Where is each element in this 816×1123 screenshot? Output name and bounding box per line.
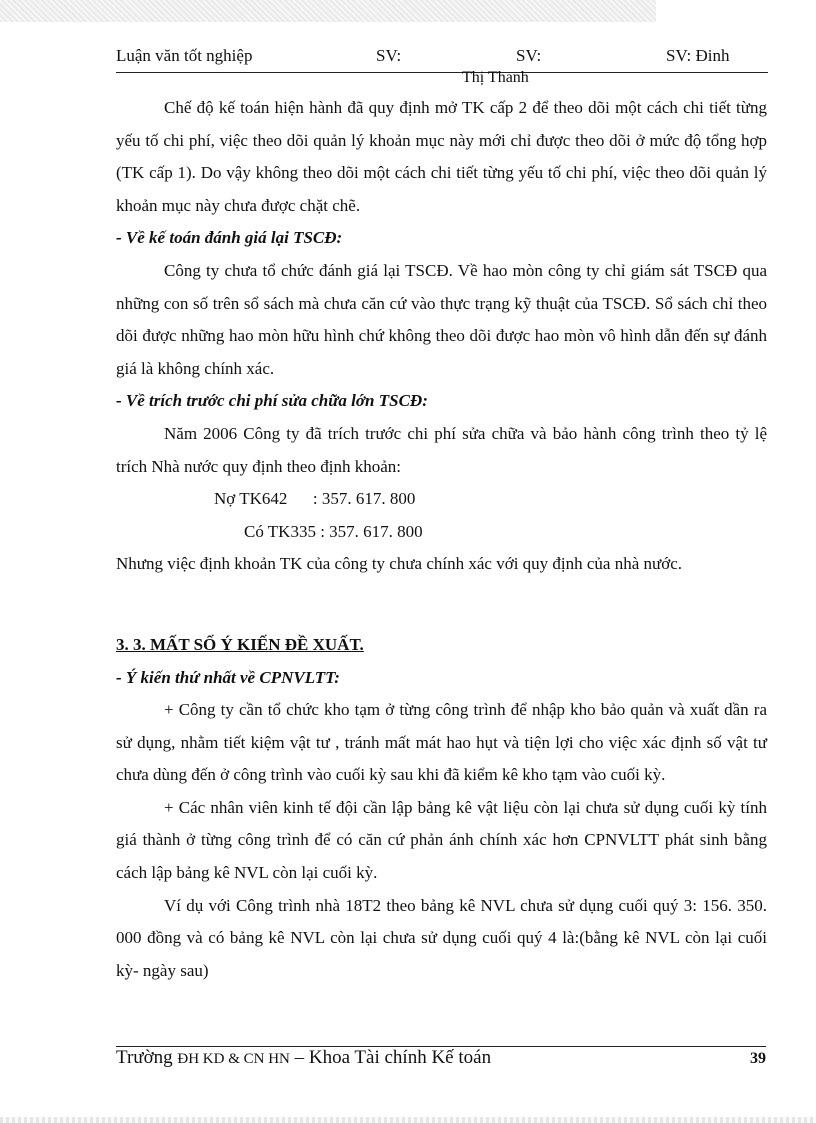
- page-header: [116, 46, 768, 73]
- paragraph: + Công ty cần tổ chức kho tạm ở từng công trình để nhập kho bảo quản và xuất dần ra sử dụng, nhằm tiết kiệm vật tư , tránh mất mát hao hụt và tiện lợi cho việc xác định số vật tư chưa dùng đến ở công trình vào cuối kỳ sau khi đã kiểm kê kho tạm vào cuối kỳ.: [116, 700, 767, 785]
- paragraph: Năm 2006 Công ty đã trích trước chi phí sửa chữa và bảo hành công trình theo tỷ lệ trích Nhà nước quy định theo định khoản:: [116, 423, 767, 476]
- spacer: [116, 581, 767, 629]
- page-body: [116, 92, 767, 987]
- paragraph: + Các nhân viên kinh tế đội cần lập bảng kê vật liệu còn lại chưa sử dụng cuối kỳ tính giá thành ở từng công trình để có căn cứ phản ánh chính xác hơn CPNVLTT phát sinh bằng cách lập bảng kê NVL còn lại cuối kỳ.: [116, 797, 767, 883]
- page-footer: [116, 1046, 766, 1073]
- journal-entry-debit: Nợ TK642 : 357. 617. 800: [214, 489, 416, 509]
- paragraph: Nhưng việc định khoản TK của công ty chưa chính xác với quy định của nhà nước.: [116, 554, 683, 574]
- footer-school-c: – Khoa Tài chính Kế toán: [289, 1047, 492, 1068]
- header-sv-3: SV: Đinh: [666, 46, 730, 65]
- scan-top-band: [0, 0, 656, 22]
- paragraph: Công ty chưa tổ chức đánh giá lại TSCĐ. Về hao mòn công ty chỉ giám sát TSCĐ qua những con số trên sổ sách mà chưa căn cứ vào thực trạng kỹ thuật của TSCĐ. Sổ sách chỉ theo dõi được những hao mòn hữu hình chứ không theo dõi được hao mòn vô hình dẫn đến sự đánh giá là không chính xác.: [116, 260, 767, 378]
- footer-school: [116, 1047, 491, 1069]
- scan-bottom-band: [0, 1117, 816, 1123]
- subheading: - Về trích trước chi phí sửa chữa lớn TSCĐ:: [116, 391, 428, 411]
- paragraph: Chế độ kế toán hiện hành đã quy định mở TK cấp 2 để theo dõi một cách chi tiết từng yếu tố chi phí, việc theo dõi quản lý khoản mục này mới chỉ được theo dõi ở mức độ tổng hợp (TK cấp 1). Do vậy không theo dõi một cách chi tiết từng yếu tố chi phí, việc theo dõi quản lý khoản mục này chưa được chặt chẽ.: [116, 98, 767, 215]
- footer-school-b: ĐH KD & CN HN: [177, 1051, 290, 1067]
- subheading: - Về kế toán đánh giá lại TSCĐ:: [116, 228, 343, 248]
- header-sv-1: SV:: [376, 46, 402, 65]
- header-title: Luận văn tốt nghiệp: [116, 46, 253, 65]
- journal-entry-credit: Có TK335 : 357. 617. 800: [244, 521, 423, 541]
- header-sv-2: SV:: [516, 46, 542, 65]
- header-student-name: Thị Thanh: [462, 69, 529, 86]
- footer-school-a: Trường: [116, 1047, 178, 1068]
- page-number: 39: [750, 1050, 766, 1067]
- subheading: - Ý kiến thứ nhất về CPNVLTT:: [116, 667, 340, 687]
- section-heading: 3. 3. MẤT SỐ Ý KIẾN ĐỀ XUẤT.: [116, 634, 364, 654]
- paragraph: Ví dụ với Công trình nhà 18T2 theo bảng kê NVL chưa sử dụng cuối quý 3: 156. 350. 000 đồng và có bảng kê NVL còn lại chưa sử dụng cuối quý 4 là:(bằng kê NVL còn lại cuối kỳ- ngày sau): [116, 895, 767, 980]
